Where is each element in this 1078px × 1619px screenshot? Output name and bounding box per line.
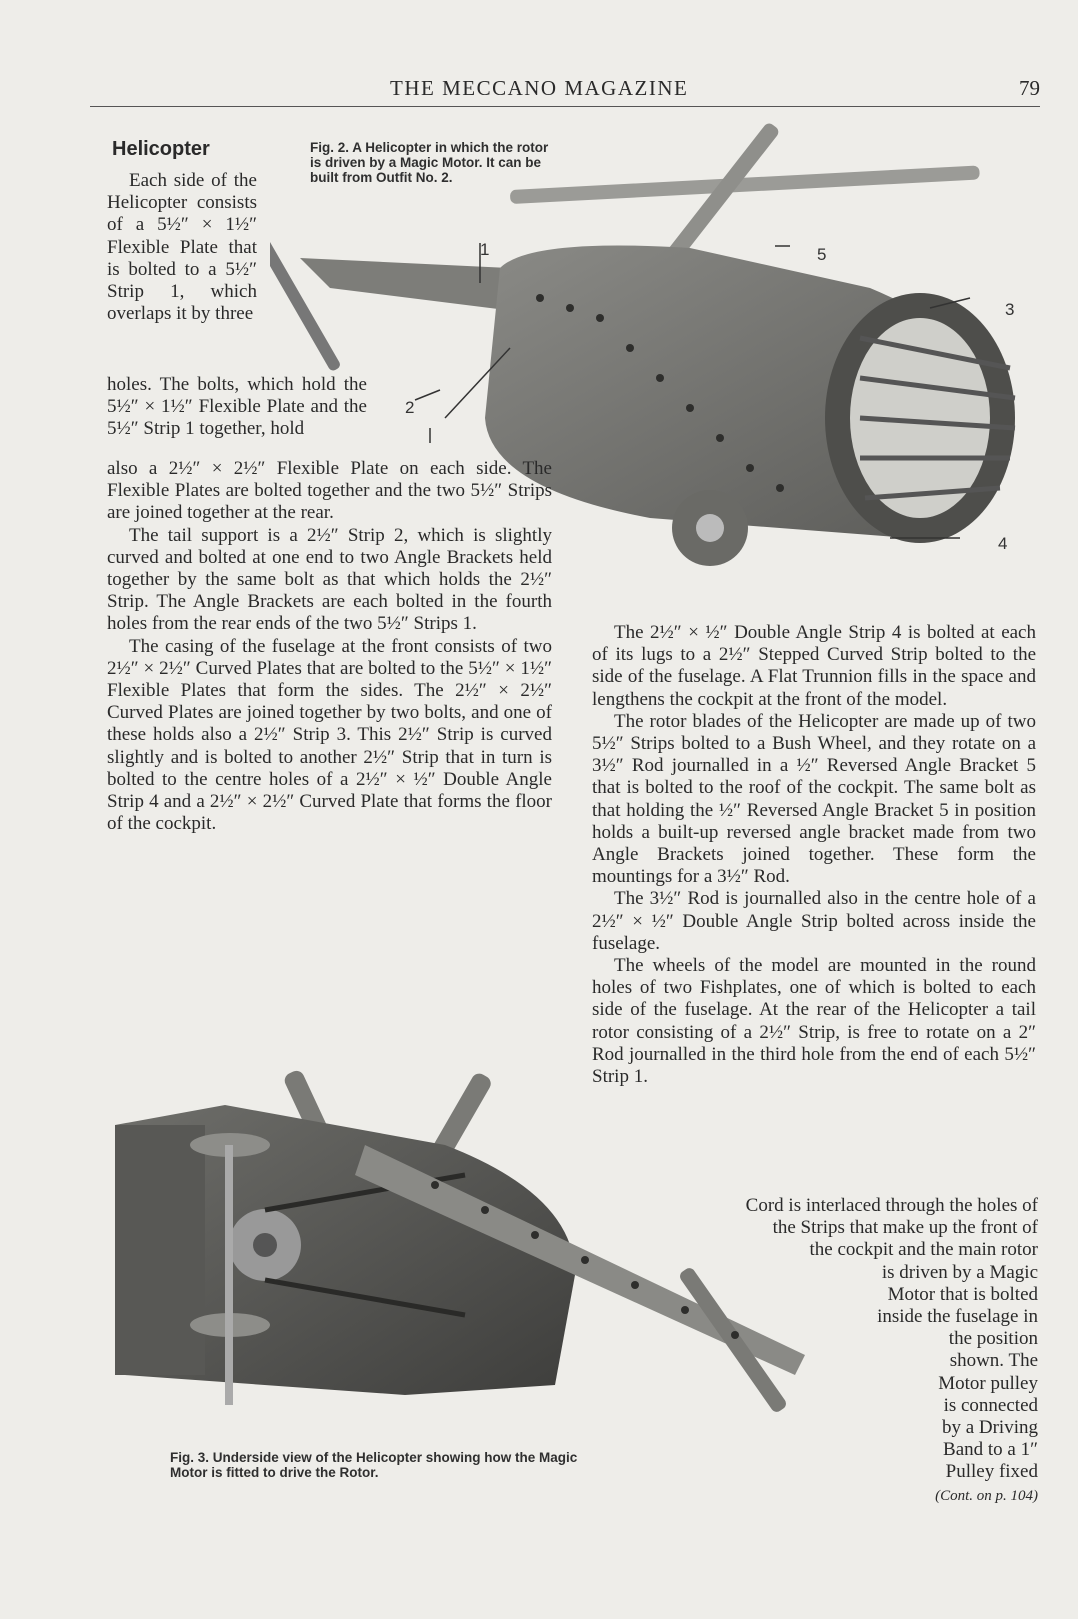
continued-note: (Cont. on p. 104)	[935, 1488, 1038, 1504]
text-line: Band to a 1″	[943, 1439, 1038, 1461]
right-paragraph-1: The 2½″ × ½″ Double Angle Strip 4 is bolted at each of its lugs to a 2½″ Stepped Curved Strip bolted to the side of the fuselage. A Flat Trunnion fills in the space and lengthens the cockpit at the front of the model.	[592, 622, 1036, 710]
text-line: Cord is interlaced through the holes of	[745, 1195, 1038, 1216]
left-text-narrow	[107, 170, 257, 325]
paragraph-1-part-3: also a 2½″ × 2½″ Flexible Plate on each side. The Flexible Plates are bolted together and the two 5½″ Strips are joined together at the rear.	[107, 458, 552, 524]
figure-label-1: 1	[480, 240, 490, 259]
page-number: 79	[1019, 76, 1040, 100]
text-line: Pulley fixed	[945, 1461, 1038, 1483]
text-line: is driven by a Magic	[881, 1261, 1038, 1283]
figure-2-caption: Fig. 2. A Helicopter in which the rotor is driven by a Magic Motor. It can be built from Outfit No. 2.	[310, 140, 549, 185]
text-line: the cockpit and the main rotor	[809, 1239, 1038, 1261]
article-heading: Helicopter	[112, 138, 210, 160]
right-text-column	[592, 622, 1036, 1088]
page-header	[90, 76, 1040, 107]
paragraph-1-part-1: Each side of the Helicopter consists of a 5½″ × 1½″ Flexible Plate that is bolted to a 5½″ Strip 1, which overlaps it by three	[107, 170, 257, 325]
text-line: the Strips that make up the front of	[772, 1217, 1038, 1239]
text-line: by a Driving	[941, 1417, 1038, 1439]
left-text-wide	[107, 458, 552, 835]
figure-3-caption: Fig. 3. Underside view of the Helicopter showing how the Magic Motor is fitted to drive the Rotor.	[170, 1450, 578, 1480]
magazine-title: THE MECCANO MAGAZINE	[390, 76, 689, 100]
right-paragraph-4: The wheels of the model are mounted in the round holes of two Fishplates, one of which is bolted to each side of the fuselage. At the rear of the Helicopter a tail rotor consisting of a 2½″ Strip, is free to rotate on a 2″ Rod journalled in the third hole from the end of each 5½″ Strip 1.	[592, 955, 1036, 1088]
text-line: Motor pulley	[938, 1372, 1038, 1394]
right-paragraph-3: The 3½″ Rod is journalled also in the centre hole of a 2½″ × ½″ Double Angle Strip bolted across inside the fuselage.	[592, 888, 1036, 954]
paragraph-3: The casing of the fuselage at the front consists of two 2½″ × 2½″ Curved Plates that are bolted to the 5½″ × 1½″ Flexible Plates that form the sides. The 2½″ × 2½″ Curved Plates are joined together by two bolts, and one of these holds also a 2½″ Strip 3. This 2½″ Strip is curved slightly and is bolted to another 2½″ Strip that in turn is bolted to the centre holes of a 2½″ × ½″ Double Angle Strip 4 and a 2½″ × 2½″ Curved Plate that forms the floor of the cockpit.	[107, 635, 552, 835]
figure-label-4: 4	[998, 534, 1008, 553]
figure-label-2: 2	[405, 398, 415, 417]
text-line: Motor that is bolted	[887, 1283, 1038, 1305]
text-line: shown. The	[949, 1350, 1038, 1372]
left-text-mid	[107, 374, 367, 441]
figure-3-underside-photo	[105, 1055, 845, 1475]
paragraph-2: The tail support is a 2½″ Strip 2, which is slightly curved and bolted at one end to two Angle Brackets held together by the same bolt as that which holds the 2½″ Strip. The Angle Brackets are each bolted in the fourth holes from the rear ends of the two 5½″ Strips 1.	[107, 524, 552, 635]
figure-label-3: 3	[1005, 300, 1015, 319]
text-line: the position	[948, 1328, 1038, 1350]
right-paragraph-2: The rotor blades of the Helicopter are made up of two 5½″ Strips bolted to a Bush Wheel, and they rotate on a 3½″ Rod journalled in a ½″ Reversed Angle Bracket 5 that is bolted to the roof of the cockpit. The same bolt as that holding the ½″ Reversed Angle Bracket 5 in position holds a built-up reversed angle bracket made from two Angle Brackets joined together. These form the mountings for a 3½″ Rod.	[592, 710, 1036, 888]
figure-label-5: 5	[817, 245, 827, 264]
paragraph-1-part-2: holes. The bolts, which hold the 5½″ × 1½″ Flexible Plate and the 5½″ Strip 1 together, hold	[107, 374, 367, 440]
text-line: is connected	[943, 1394, 1038, 1416]
text-line: inside the fuselage in	[877, 1306, 1038, 1328]
